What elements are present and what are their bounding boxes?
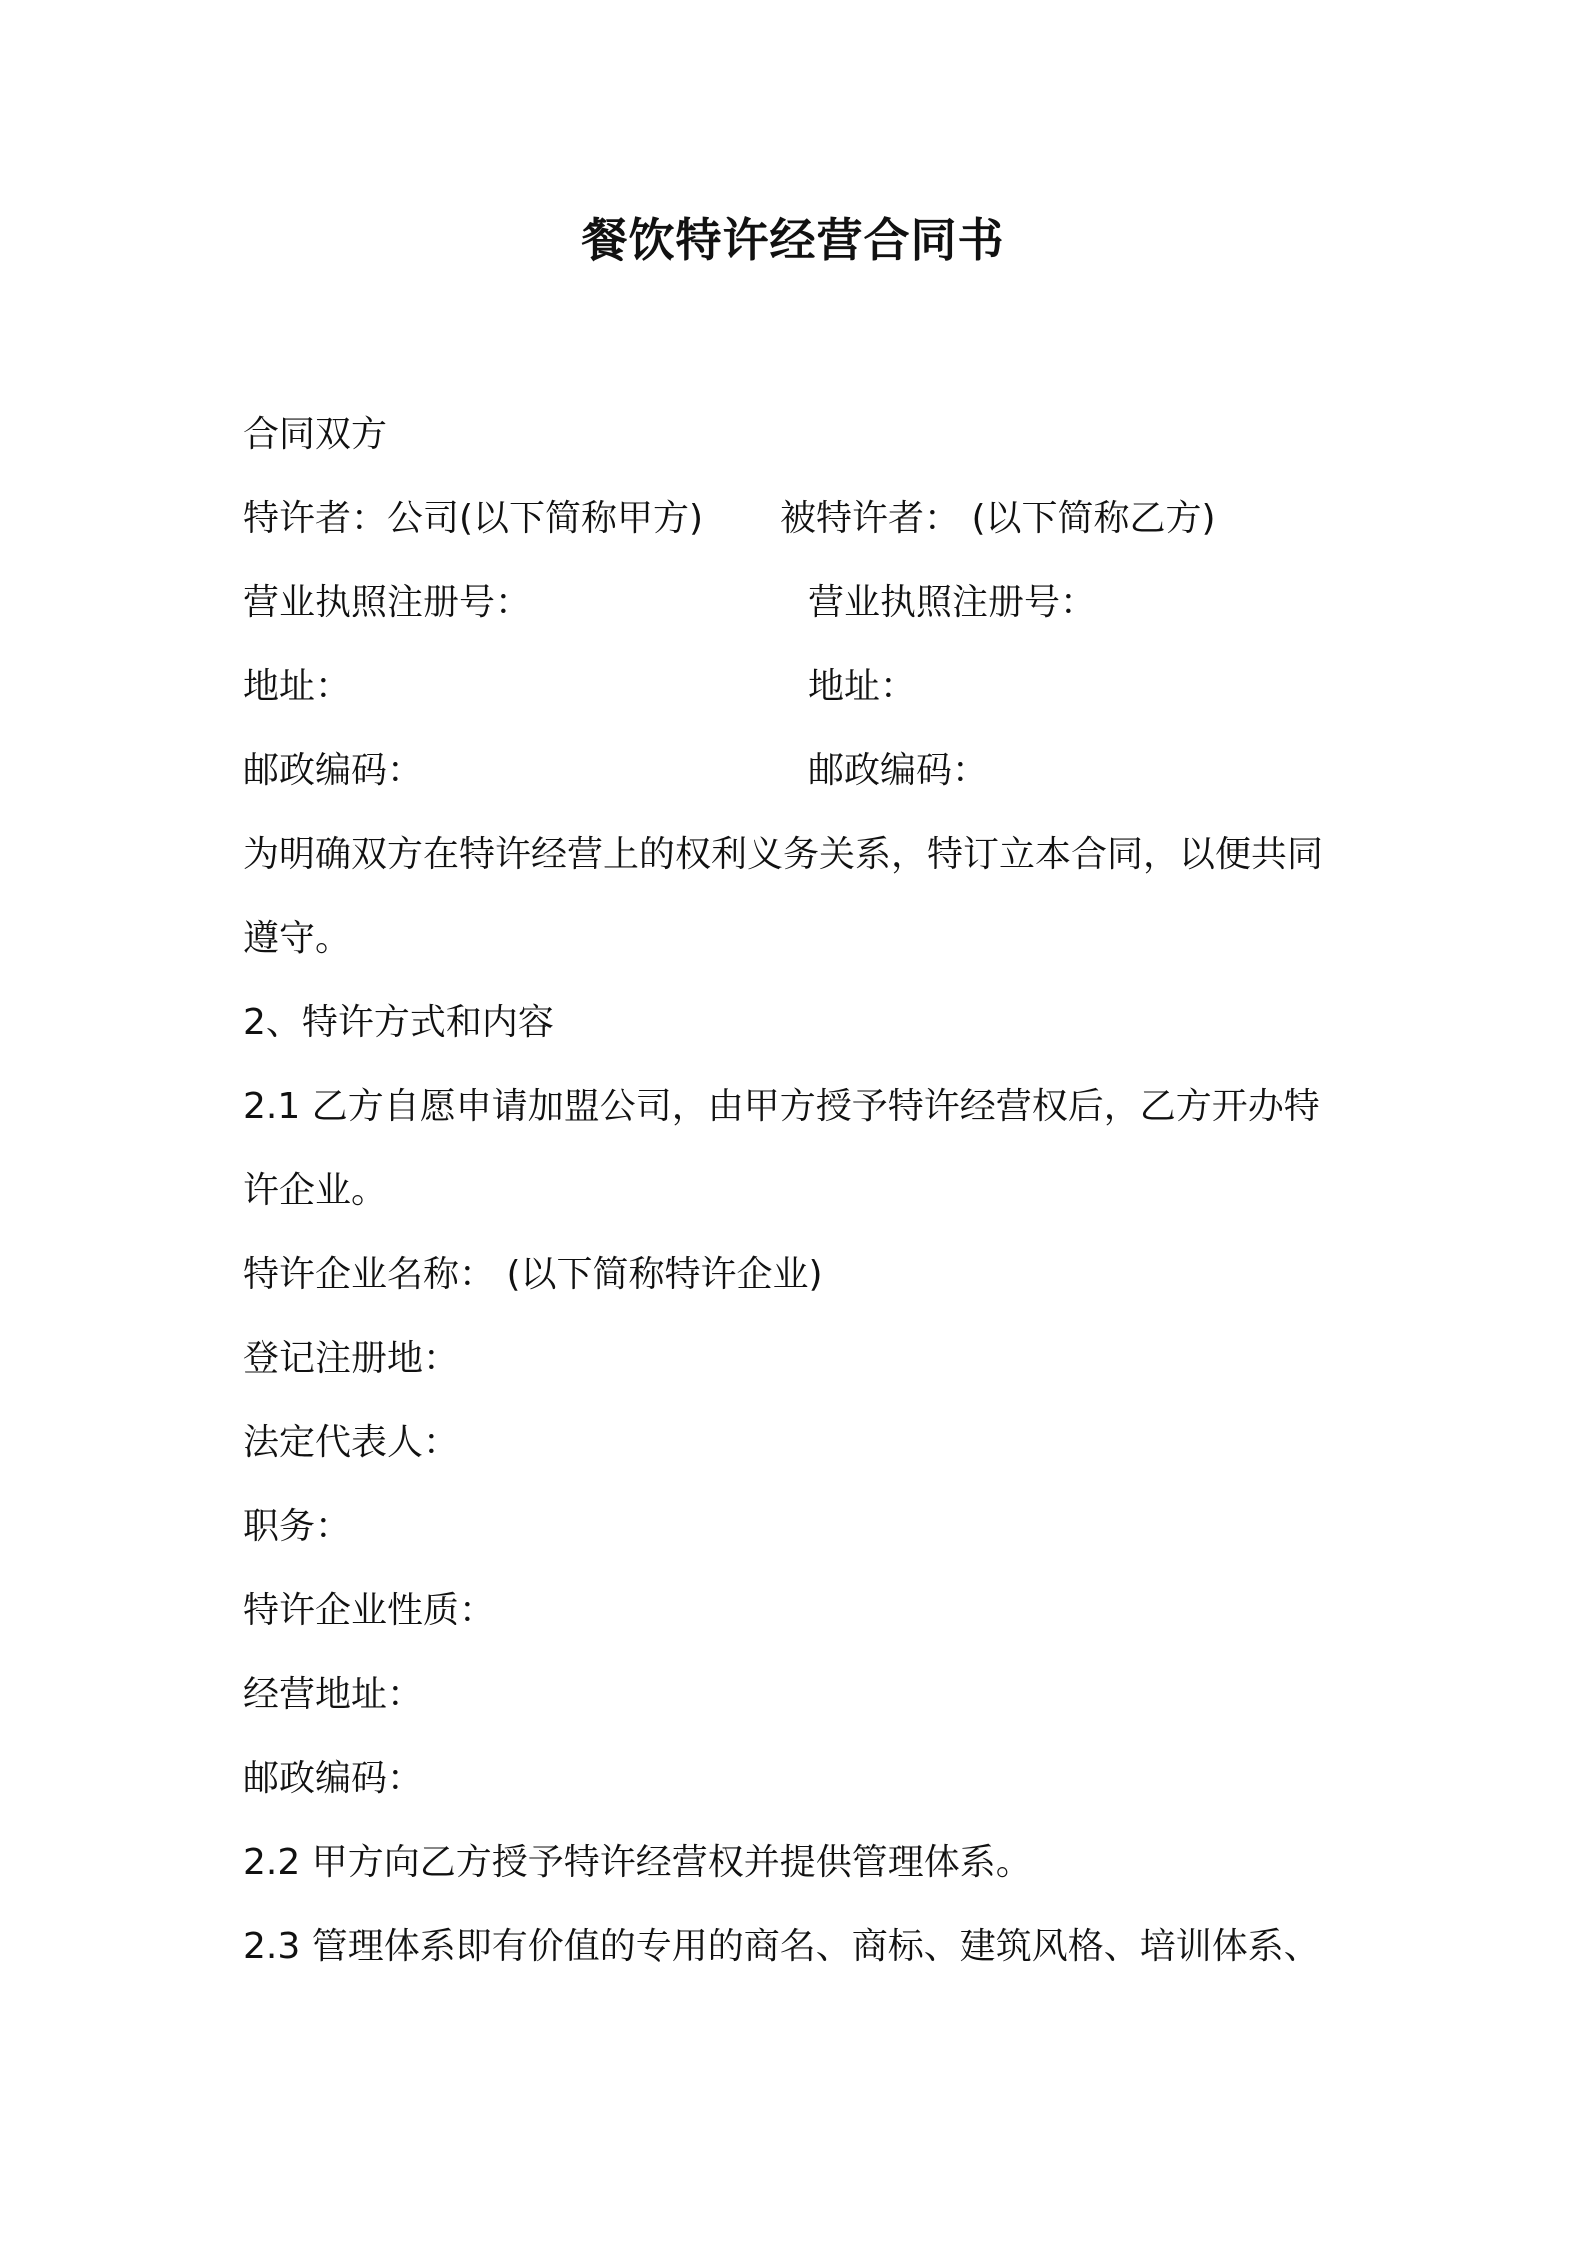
clause-2-3: 2.3 管理体系即有价值的专用的商名、商标、建筑风格、培训体系、 (243, 1926, 1320, 1967)
franchisee-line: 被特许者： (以下简称乙方) (780, 498, 1216, 539)
address-a: 地址： (243, 666, 352, 707)
business-address: 经营地址： (243, 1674, 424, 1715)
license-number-b: 营业执照注册号： (808, 582, 1097, 623)
clause-2-1-line-2: 许企业。 (243, 1170, 388, 1211)
document-title: 餐饮特许经营合同书 (581, 213, 1005, 267)
franchisor-line: 特许者：公司(以下简称甲方) (243, 498, 704, 539)
enterprise-name: 特许企业名称： (以下简称特许企业) (243, 1254, 823, 1295)
intro-paragraph-line-1: 为明确双方在特许经营上的权利义务关系，特订立本合同，以便共同 (243, 834, 1324, 875)
address-b: 地址： (808, 666, 917, 707)
registration-place: 登记注册地： (243, 1338, 460, 1379)
parties-heading: 合同双方 (243, 414, 388, 455)
postcode-b: 邮政编码： (808, 750, 989, 791)
intro-paragraph-line-2: 遵守。 (243, 918, 352, 959)
clause-2-1-line-1: 2.1 乙方自愿申请加盟公司，由甲方授予特许经营权后，乙方开办特 (243, 1086, 1320, 1127)
legal-representative: 法定代表人： (243, 1422, 460, 1463)
postcode-c: 邮政编码： (243, 1758, 424, 1799)
enterprise-nature: 特许企业性质： (243, 1590, 496, 1631)
postcode-a: 邮政编码： (243, 750, 424, 791)
license-number-a: 营业执照注册号： (243, 582, 532, 623)
section-2-heading: 2、特许方式和内容 (243, 1002, 554, 1043)
position: 职务： (243, 1506, 352, 1547)
clause-2-2: 2.2 甲方向乙方授予特许经营权并提供管理体系。 (243, 1842, 1032, 1883)
